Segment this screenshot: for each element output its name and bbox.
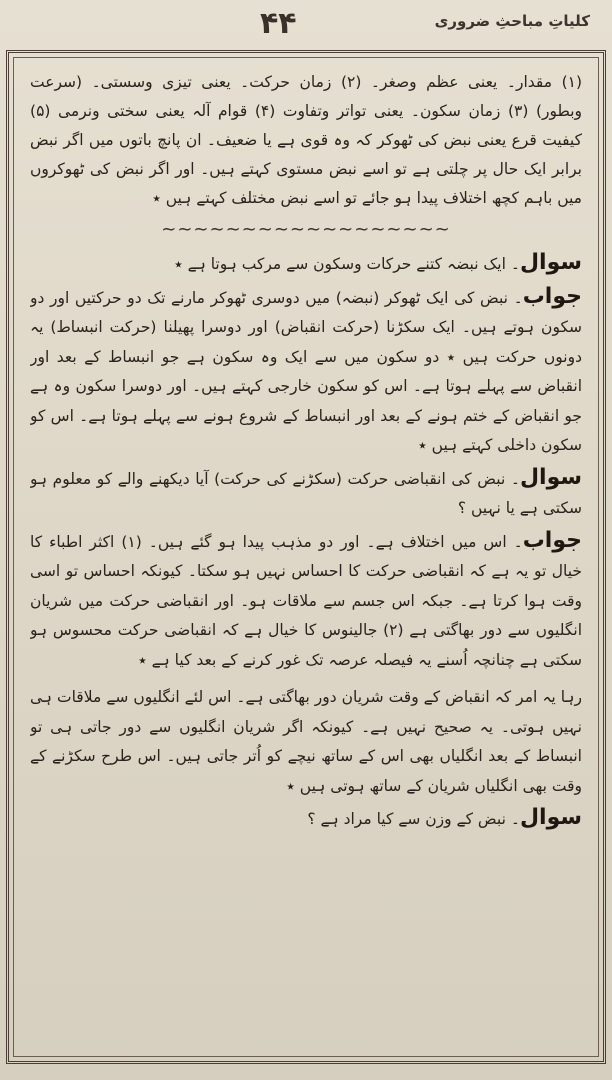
answer-2 [30, 526, 582, 676]
page-border [6, 50, 606, 1064]
answer-text: ۔ نبض کی ایک ٹھوکر (نبضہ) میں دوسری ٹھوکر مارنے تک دو حرکتیں اور دو سکون ہوتے ہیں۔ ایک سکڑنا (حرکت انقباض) اور دوسرا پھیلنا (حرکت انبساط) یہ دونوں حرکت ہیں ٭ دو سکون میں سے ایک وہ سکون ہے جو انبساط کے بعد اور انقباض سے پہلے ہوتا ہے۔ اس کو سکون خارجی کہتے ہیں۔ اور دوسرا سکون وہ ہے جو انقباض کے ختم ہونے کے بعد اور انبساط کے شروع ہونے سے پہلے ہوتا ہے۔ اس کو سکون داخلی کہتے ہیں ٭ [30, 288, 582, 454]
ornamental-divider: ~~~~~~~~~~~~~~~~~~ [161, 219, 451, 240]
answer-text: ۔ اس میں اختلاف ہے۔ اور دو مذہب پیدا ہو گئے ہیں۔ (۱) اکثر اطباء کا خیال تو یہ ہے کہ انقباضی حرکت کا احساس نہیں ہو سکتا۔ کیونکہ احساس تو اسی وقت ہوا کرتا ہے۔ جبکہ اس جسم سے ملاقات ہو۔ اور انقباضی حرکت میں شریان انگلیوں سے دور بھاگتی ہے (۲) جالینوس کا خیال ہے کہ انقباضی حرکت محسوس ہو سکتی ہے چنانچہ اُسنے یہ فیصلہ عرصہ تک غور کرنے کے بعد کیا ہے ٭ [30, 532, 582, 669]
question-text: ۔ نبض کی انقباضی حرکت (سکڑنے کی حرکت) آیا دیکھنے والے کو معلوم ہو سکتی ہے یا نہیں ؟ [30, 469, 582, 517]
running-title: کلیاتِ مباحثِ ضروری [434, 12, 590, 30]
answer-label: جواب [522, 527, 582, 553]
question-text: ۔ ایک نبضہ کتنے حرکات وسکون سے مرکب ہوتا ہے ٭ [174, 255, 520, 273]
question-1 [30, 248, 582, 280]
question-3 [30, 803, 582, 835]
answer-2-continued [30, 683, 582, 801]
answer-1 [30, 282, 582, 461]
question-text: ۔ نبض کے وزن سے کیا مراد ہے ؟ [307, 810, 520, 828]
page-number: ۴۴ [260, 6, 297, 41]
page-inner-border [13, 57, 599, 1057]
question-label: سوال [519, 464, 582, 490]
page-body [30, 68, 582, 1048]
question-label: سوال [519, 805, 582, 830]
continued-text: رہا یہ امر کہ انقباض کے وقت شریان دور بھاگتی ہے۔ اس لئے انگلیوں سے ملاقات ہی نہیں ہوتی۔ یہ صحیح نہیں ہے۔ کیونکہ اگر شریان انگلیوں سے دور جاتی ہی تو انبساط کے بعد انگلیاں بھی اس کے ساتھ نیچے کو اُتر جاتی ہیں۔ اس طرح سکڑنے کے وقت بھی انگلیاں شریان کے ساتھ ہوتی ہیں ٭ [30, 688, 582, 795]
intro-paragraph: (۱) مقدار۔ یعنی عظم وصغر۔ (۲) زمان حرکت۔ یعنی تیزی وسستی۔ (سرعت وبطور) (۳) زمان سکون۔ یعنی تواتر وتفاوت (۴) قوام آلہ یعنی سختی ونرمی (۵) کیفیت قرع یعنی نبض کی ٹھوکر کہ وہ قوی ہے یا ضعیف۔ ان پانچ باتوں میں اگر نبض برابر ایک حال پر چلتی ہے تو اسے نبض مستوی کہتے ہیں۔ اور اگر نبض کی ٹھوکروں میں باہم کچھ اختلاف پیدا ہو جائے تو اسے نبض مختلف کہتے ہیں ٭ [30, 73, 582, 207]
question-label: سوال [519, 250, 582, 275]
answer-label: جواب [522, 283, 582, 309]
question-2 [30, 463, 582, 524]
page-header [0, 0, 612, 46]
